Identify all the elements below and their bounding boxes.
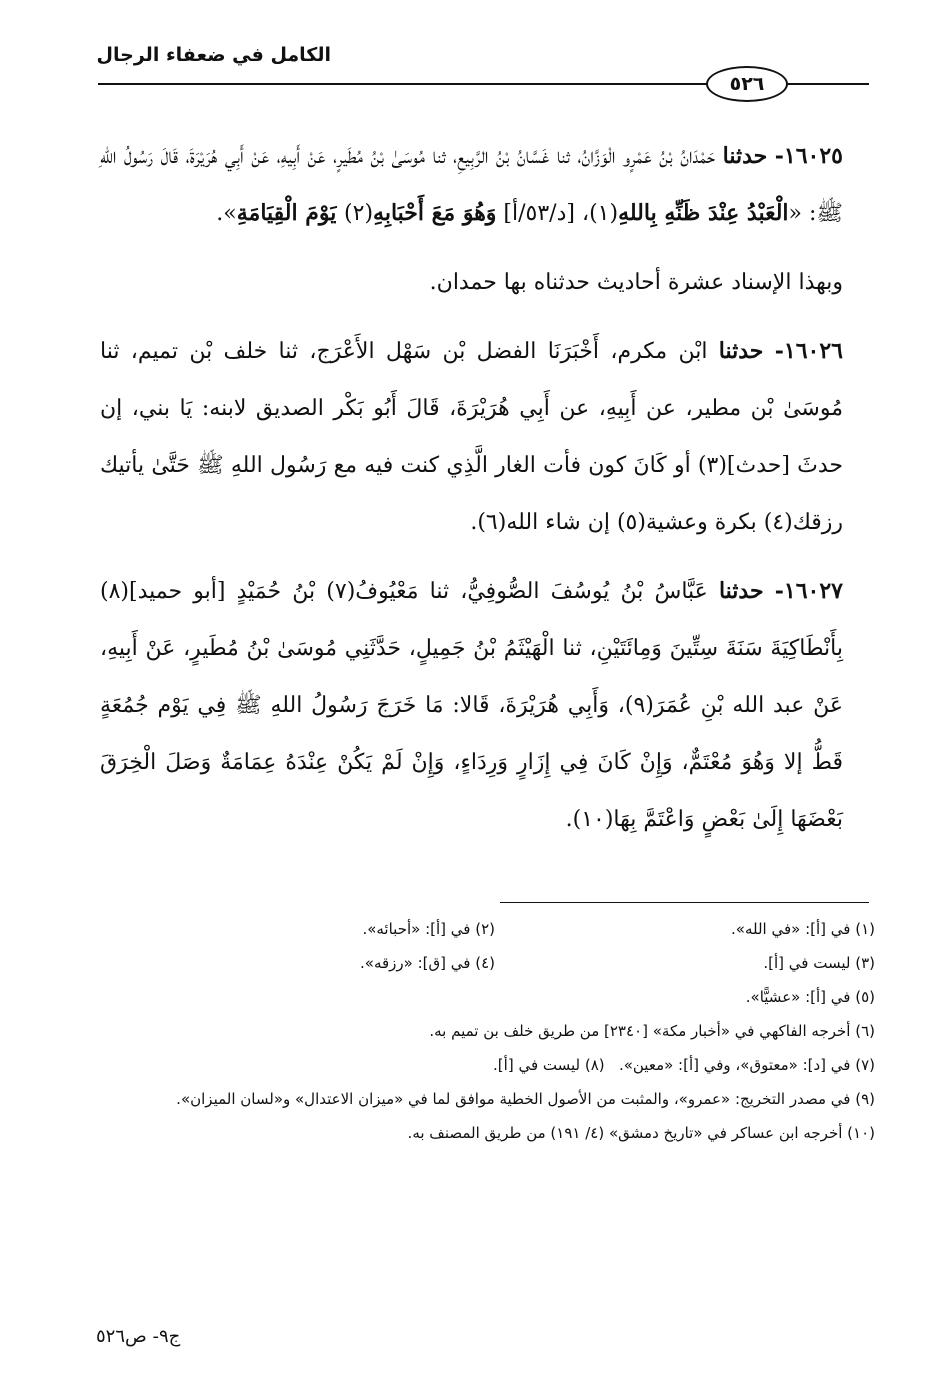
footnote-row [100, 946, 875, 980]
footnote-row [100, 912, 875, 946]
footnote-7-8: (٧) في [د]: «معتوق»، وفي [أ]: «معين». (٨) ليست في [أ]. [493, 1056, 875, 1074]
footer-volume-page: ج٩- ص٥٢٦ [96, 1326, 181, 1347]
hadith-16026 [100, 323, 843, 551]
hadith-text: ، [د/٥٣/أ] [496, 201, 590, 226]
hadith-keyword: حدثنا [722, 143, 768, 169]
footnote-10: (١٠) أخرجه ابن عساكر في «تاريخ دمشق» (٤/ ١٩١) من طريق المصنف به. [407, 1124, 875, 1142]
footnote-6: (٦) أخرجه الفاكهي في «أخبار مكة» [٢٣٤٠] من طريق خلف بن تميم به. [429, 1022, 875, 1040]
hadith-number: ١٦٠٢٧- [774, 578, 843, 604]
footnote-4: (٤) في [ق]: «رزقه». [360, 954, 495, 972]
hadith-text: حَمْدَانُ بْنُ عَمْرٍو الْوَزَّانُ، ثنا غَسَّانُ بْنُ الرَّبِيعِ، ثنا مُوسَىٰ بْنُ مُطَيرٍ، عَنْ أَبِيهِ، عَنْ أَبِي هُرَيْرَةَ، قَالَ رَسُولُ اللهِ ﷺ: « [100, 144, 843, 226]
hadith-number: ١٦٠٢٥- [774, 143, 843, 169]
footnote-1: (١) في [أ]: «في الله». [731, 920, 875, 938]
hadith-quote: يَوْمَ الْقِيَامَةِ [236, 200, 345, 226]
footnote-5: (٥) في [أ]: «عشيًّا». [745, 988, 875, 1006]
footnote-ref: (١) [589, 201, 619, 226]
hadith-text: ». [216, 201, 237, 226]
hadith-number: ١٦٠٢٦- [774, 338, 843, 364]
footnotes [100, 912, 875, 1150]
isnad-note: وبهذا الإسناد عشرة أحاديث حدثناه بها حمدان. [429, 270, 843, 295]
footnote-2: (٢) في [أ]: «أحبائه». [362, 920, 495, 938]
footnote-9: (٩) في مصدر التخريج: «عمرو»، والمثبت من الأصول الخطية موافق لما في «ميزان الاعتدال» و«لسان الميزان». [176, 1090, 875, 1108]
main-text [100, 128, 843, 860]
hadith-quote: الْعَبْدُ عِنْدَ ظَنِّهِ بِاللهِ [618, 200, 789, 226]
footnote-ref: (٢) [344, 201, 374, 226]
footnote-row [100, 980, 875, 1014]
hadith-quote: وَهُوَ مَعَ أَحْبَابِهِ [373, 200, 497, 226]
page-number-badge [706, 66, 788, 102]
hadith-text: ابْن مكرم، أَخْبَرَنَا الفضل بْن سَهْل الأَعْرَج، ثنا خلف بْن تميم، ثنا مُوسَىٰ بْن مطير، عن أَبِيهِ، عن أَبِي هُرَيْرَةَ، قَالَ أَبُو بَكْر الصديق لابنه: يَا بني، إن حدثَ [حدث](٣) أو كَانَ كون فأت الغار الَّذِي كنت فيه مع رَسُول اللهِ ﷺ حَتَّىٰ يأتيك رزقك(٤) بكرة وعشية(٥) إن شاء الله(٦). [100, 339, 843, 535]
hadith-text: عَبَّاسُ بْنُ يُوسُفَ الصُّوفِيُّ، ثنا مَعْيُوفُ(٧) بْنُ حُمَيْدٍ [أبو حميد](٨) بِأَنْطَاكِيَةَ سَنَةَ سِتِّينَ وَمِائَتَيْنِ، ثنا الْهَيْثَمُ بْنُ جَمِيلٍ، حَدَّثَنِي مُوسَىٰ بْنُ مُطَيرٍ، عَنْ أَبِيهِ، عَنْ عبد الله بْنِ عُمَرَ(٩)، وَأَبِي هُرَيْرَةَ، قَالا: مَا خَرَجَ رَسُولُ اللهِ ﷺ فِي يَوْم جُمُعَةٍ قَطُّ إلا وَهُوَ مُعْتَمٌّ، وَإِنْ كَانَ فِي إِزَارٍ وَرِدَاءٍ، وَإِنْ لَمْ يَكُنْ عِنْدَهُ عِمَامَةٌ وَصَلَ الْخِرَقَ بَعْضَهَا إِلَىٰ بَعْضٍ وَاعْتَمَّ بِهَا(١٠). [100, 579, 843, 832]
page-number: ٥٢٦ [729, 73, 765, 95]
hadith-16025 [100, 128, 843, 242]
hadith-16027 [100, 563, 843, 848]
running-header-title: الكامل في ضعفاء الرجال [96, 44, 331, 66]
hadith-keyword: حدثنا [718, 338, 764, 364]
footnote-rule [500, 902, 869, 903]
footnote-3: (٣) ليست في [أ]. [763, 954, 875, 972]
hadith-keyword: حدثنا [718, 578, 764, 604]
